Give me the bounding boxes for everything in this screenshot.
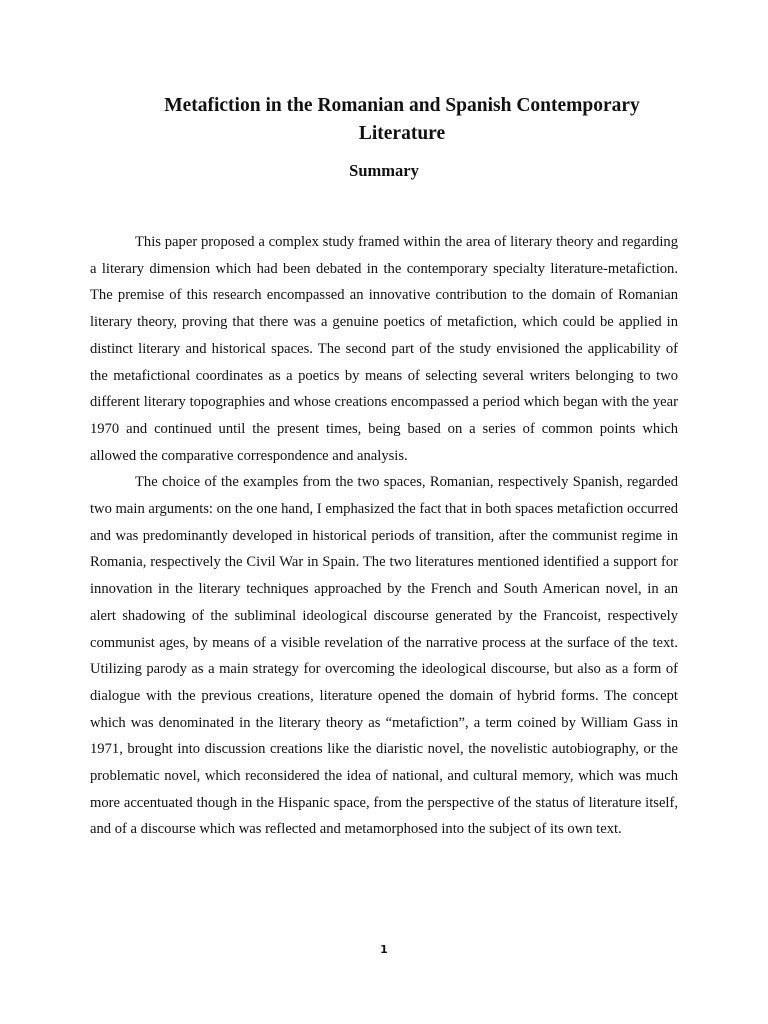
body-paragraph: The choice of the examples from the two spaces, Romanian, respectively Spanish, regarded two main arguments: on the one hand, I emphasized the fact that in both spaces metafiction occurred and was predominantly developed in historical periods of transition, after the communist regime in Romania, respectively the Civil War in Spain. The two literatures mentioned identified a support for innovation in the literary techniques approached by the French and South American novel, in an alert shadowing of the subliminal ideological discourse generated by the Francoist, respectively communist ages, by means of a visible revelation of the narrative process at the surface of the text. Utilizing parody as a main strategy for overcoming the ideological discourse, but also as a form of dialogue with the previous creations, literature opened the domain of hybrid forms. The concept which was denominated in the literary theory as “metafiction”, a term coined by William Gass in 1971, brought into discussion creations like the diaristic novel, the novelistic autobiography, or the problematic novel, which reconsidered the idea of national, and cultural memory, which was much more accentuated though in the Hispanic space, from the perspective of the status of literature itself, and of a discourse which was reflected and metamorphosed into the subject of its own text.	[90, 474, 678, 838]
document-title: Metafiction in the Romanian and Spanish Contemporary Literature	[164, 95, 640, 144]
document-subtitle: Summary	[349, 161, 419, 180]
body-paragraph: This paper proposed a complex study framed within the area of literary theory and regarding a literary dimension which had been debated in the contemporary specialty literature-metafiction. The premise of this research encompassed an innovative contribution to the domain of Romanian literary theory, proving that there was a genuine poetics of metafiction, which could be applied in distinct literary and historical spaces. The second part of the study envisioned the applicability of the metafictional coordinates as a poetics by means of selecting several writers belonging to two different literary topographies and whose creations encompassed a period which began with the year 1970 and continued until the present times, being based on a series of common points which allowed the comparative correspondence and analysis.	[90, 234, 678, 464]
page-number: 1	[380, 943, 388, 956]
document-body	[90, 229, 678, 843]
